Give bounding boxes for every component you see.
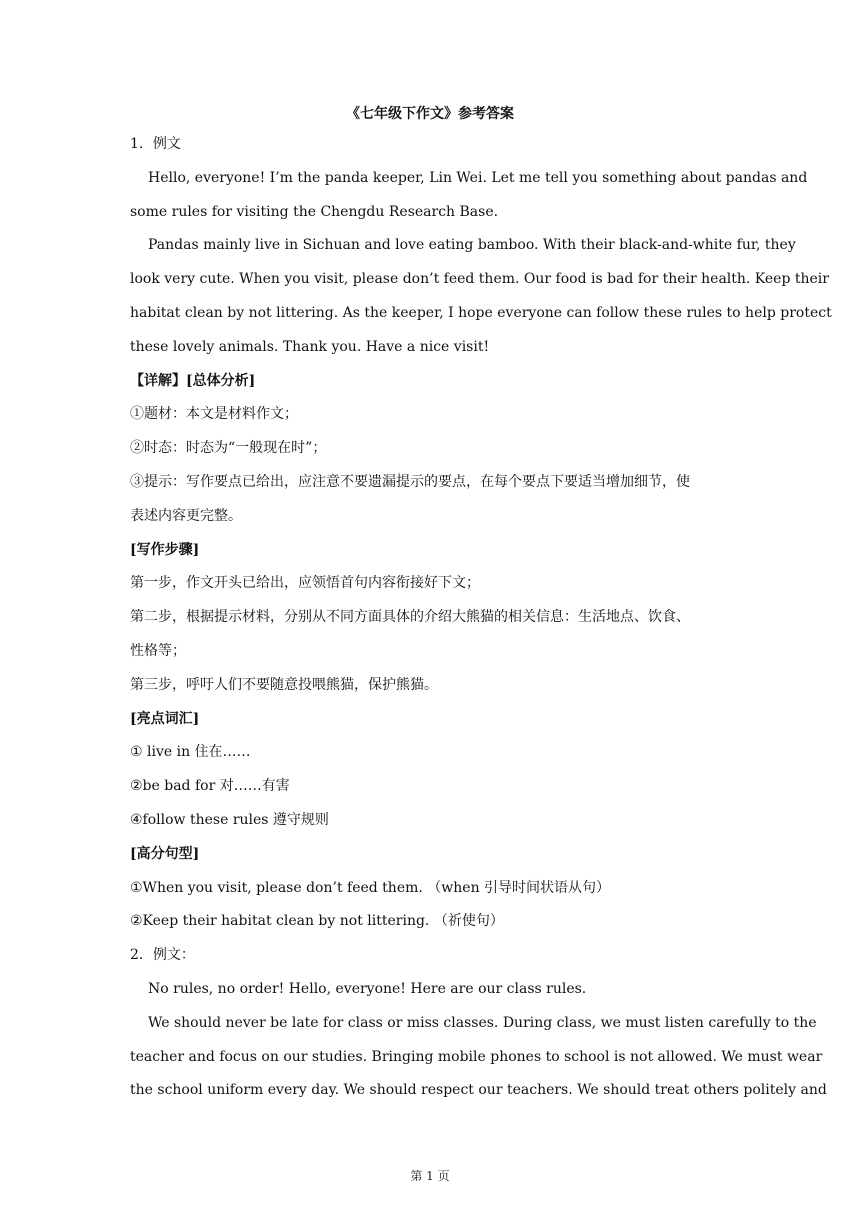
text-line: 性格等； [130, 642, 186, 659]
text-line: ① live in 住在…… [130, 744, 251, 761]
section-heading: [亮点词汇] [130, 710, 200, 727]
text-line: 第一步，作文开头已给出，应领悟首句内容衔接好下文； [130, 575, 480, 592]
text-line: 1．例文 [130, 136, 181, 152]
text-line: the school uniform every day. We should respect our teachers. We should treat others politely and [130, 1082, 827, 1099]
text-line: ①When you visit, please don’t feed them. （when 引导时间状语从句） [130, 879, 611, 896]
text-line: ④follow these rules 遵守规则 [130, 811, 329, 828]
section-heading: [写作步骤] [130, 541, 200, 558]
text-line: ③提示：写作要点已给出，应注意不要遗漏提示的要点，在每个要点下要适当增加细节，使 [130, 473, 690, 490]
text-line: look very cute. When you visit, please don’t feed them. Our food is bad for their health. Keep their [130, 271, 829, 288]
text-line: Pandas mainly live in Sichuan and love eating bamboo. With their black-and-white fur, they [148, 237, 796, 254]
text-line: No rules, no order! Hello, everyone! Here are our class rules. [148, 980, 587, 997]
text-line: 表述内容更完整。 [130, 507, 242, 524]
text-line: 2．例文： [130, 947, 195, 964]
section-heading: [高分句型] [130, 845, 200, 862]
text-line: ①题材：本文是材料作文； [130, 406, 298, 423]
text-line: 第三步，呼吁人们不要随意投喂熊猫，保护熊猫。 [130, 676, 438, 693]
document-body [130, 100, 832, 1108]
text-line: teacher and focus on our studies. Bringing mobile phones to school is not allowed. We must wear [130, 1048, 823, 1065]
text-line: ②时态：时态为“一般现在时”； [130, 440, 327, 457]
document-title: 《七年级下作文》参考答案 [346, 106, 514, 122]
section-heading: 【详解】[总体分析] [130, 372, 256, 389]
text-line: these lovely animals. Thank you. Have a nice visit! [130, 338, 490, 355]
text-line: We should never be late for class or miss classes. During class, we must listen carefully to the [148, 1014, 817, 1031]
text-line: Hello, everyone! I’m the panda keeper, Lin Wei. Let me tell you something about pandas and [148, 169, 808, 186]
text-line: 第二步，根据提示材料，分别从不同方面具体的介绍大熊猫的相关信息：生活地点、饮食、 [130, 609, 690, 626]
text-line: ②be bad for 对……有害 [130, 778, 290, 795]
page-footer: 第 1 页 [410, 1169, 450, 1183]
text-line: habitat clean by not littering. As the keeper, I hope everyone can follow these rules to help protect [130, 304, 832, 321]
text-line: some rules for visiting the Chengdu Research Base. [130, 203, 499, 220]
text-line: ②Keep their habitat clean by not littering. （祈使句） [130, 913, 504, 930]
document-lines [130, 128, 832, 1108]
